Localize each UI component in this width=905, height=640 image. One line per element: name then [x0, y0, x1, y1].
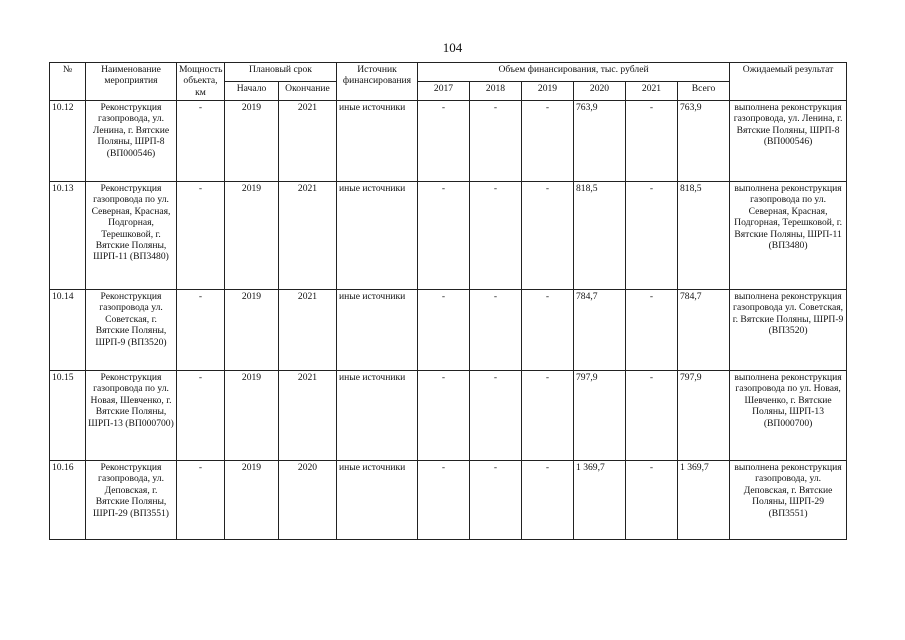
- row-2020: 1 369,7: [574, 461, 626, 540]
- row-end: 2021: [279, 182, 337, 290]
- row-source: иные источники: [337, 371, 418, 461]
- row-name: Реконструкция газопровода, ул. Деповская, г. Вятские Поляны, ШРП-29 (ВП3551): [86, 461, 177, 540]
- row-number: 10.16: [50, 461, 86, 540]
- row-number: 10.14: [50, 290, 86, 371]
- row-start: 2019: [225, 290, 279, 371]
- row-2020: 784,7: [574, 290, 626, 371]
- row-source: иные источники: [337, 290, 418, 371]
- row-2019: -: [522, 101, 574, 182]
- header-funding: Объем финансирования, тыс. рублей: [418, 63, 730, 82]
- row-capacity: -: [177, 461, 225, 540]
- header-2019: 2019: [522, 82, 574, 101]
- row-result: выполнена реконструкция газопровода ул. Советская, г. Вятские Поляны, ШРП-9 (ВП3520): [730, 290, 847, 371]
- row-capacity: -: [177, 101, 225, 182]
- row-start: 2019: [225, 101, 279, 182]
- row-2019: -: [522, 461, 574, 540]
- header-2021: 2021: [626, 82, 678, 101]
- header-start: Начало: [225, 82, 279, 101]
- row-total: 1 369,7: [678, 461, 730, 540]
- row-result: выполнена реконструкция газопровода, ул. Ленина, г. Вятские Поляны, ШРП-8 (ВП000546): [730, 101, 847, 182]
- header-source: Источник финансирования: [337, 63, 418, 101]
- row-2018: -: [470, 290, 522, 371]
- row-total: 784,7: [678, 290, 730, 371]
- row-2021: -: [626, 290, 678, 371]
- page-number: 104: [442, 40, 463, 55]
- header-num: №: [50, 63, 86, 101]
- header-end: Окончание: [279, 82, 337, 101]
- row-end: 2021: [279, 290, 337, 371]
- row-2021: -: [626, 101, 678, 182]
- row-end: 2021: [279, 371, 337, 461]
- row-2020: 797,9: [574, 371, 626, 461]
- row-name: Реконструкция газопровода по ул. Новая, Шевченко, г. Вятские Поляны, ШРП-13 (ВП000700): [86, 371, 177, 461]
- row-end: 2021: [279, 101, 337, 182]
- row-result: выполнена реконструкция газопровода по ул. Новая, Шевченко, г. Вятские Поляны, ШРП-13 (ВП000700): [730, 371, 847, 461]
- header-2020: 2020: [574, 82, 626, 101]
- header-result: Ожидаемый результат: [730, 63, 847, 101]
- table-row: [50, 101, 847, 182]
- row-capacity: -: [177, 182, 225, 290]
- row-name: Реконструкция газопровода, ул. Ленина, г. Вятские Поляны, ШРП-8 (ВП000546): [86, 101, 177, 182]
- row-2018: -: [470, 371, 522, 461]
- header-capacity: Мощность объекта, км: [177, 63, 225, 101]
- header-2017: 2017: [418, 82, 470, 101]
- row-2019: -: [522, 182, 574, 290]
- row-2017: -: [418, 182, 470, 290]
- row-total: 818,5: [678, 182, 730, 290]
- header-row: [50, 63, 847, 82]
- row-2021: -: [626, 371, 678, 461]
- header-name: Наименование мероприятия: [86, 63, 177, 101]
- funding-plan-table: [49, 62, 847, 540]
- row-2020: 763,9: [574, 101, 626, 182]
- header-total: Всего: [678, 82, 730, 101]
- row-name: Реконструкция газопровода по ул. Северная, Красная, Подгорная, Терешковой, г. Вятские Поляны, ШРП-11 (ВП3480): [86, 182, 177, 290]
- row-result: выполнена реконструкция газопровода по ул. Северная, Красная, Подгорная, Терешковой, г. Вятские Поляны, ШРП-11 (ВП3480): [730, 182, 847, 290]
- row-total: 797,9: [678, 371, 730, 461]
- row-result: выполнена реконструкция газопровода, ул. Деповская, г. Вятские Поляны, ШРП-29 (ВП3551): [730, 461, 847, 540]
- row-number: 10.12: [50, 101, 86, 182]
- row-2019: -: [522, 290, 574, 371]
- header-2018: 2018: [470, 82, 522, 101]
- row-2018: -: [470, 101, 522, 182]
- row-end: 2020: [279, 461, 337, 540]
- row-capacity: -: [177, 371, 225, 461]
- row-total: 763,9: [678, 101, 730, 182]
- row-source: иные источники: [337, 461, 418, 540]
- row-source: иные источники: [337, 182, 418, 290]
- row-start: 2019: [225, 371, 279, 461]
- header-plan-term: Плановый срок: [225, 63, 337, 82]
- row-start: 2019: [225, 461, 279, 540]
- row-capacity: -: [177, 290, 225, 371]
- table-row: [50, 290, 847, 371]
- row-source: иные источники: [337, 101, 418, 182]
- table-row: [50, 371, 847, 461]
- row-number: 10.15: [50, 371, 86, 461]
- row-2021: -: [626, 461, 678, 540]
- row-2019: -: [522, 371, 574, 461]
- row-number: 10.13: [50, 182, 86, 290]
- row-2018: -: [470, 461, 522, 540]
- row-2017: -: [418, 461, 470, 540]
- row-name: Реконструкция газопровода ул. Советская, г. Вятские Поляны, ШРП-9 (ВП3520): [86, 290, 177, 371]
- row-2017: -: [418, 290, 470, 371]
- row-2017: -: [418, 371, 470, 461]
- row-2020: 818,5: [574, 182, 626, 290]
- row-start: 2019: [225, 182, 279, 290]
- table-row: [50, 182, 847, 290]
- row-2018: -: [470, 182, 522, 290]
- table-row: [50, 461, 847, 540]
- row-2021: -: [626, 182, 678, 290]
- row-2017: -: [418, 101, 470, 182]
